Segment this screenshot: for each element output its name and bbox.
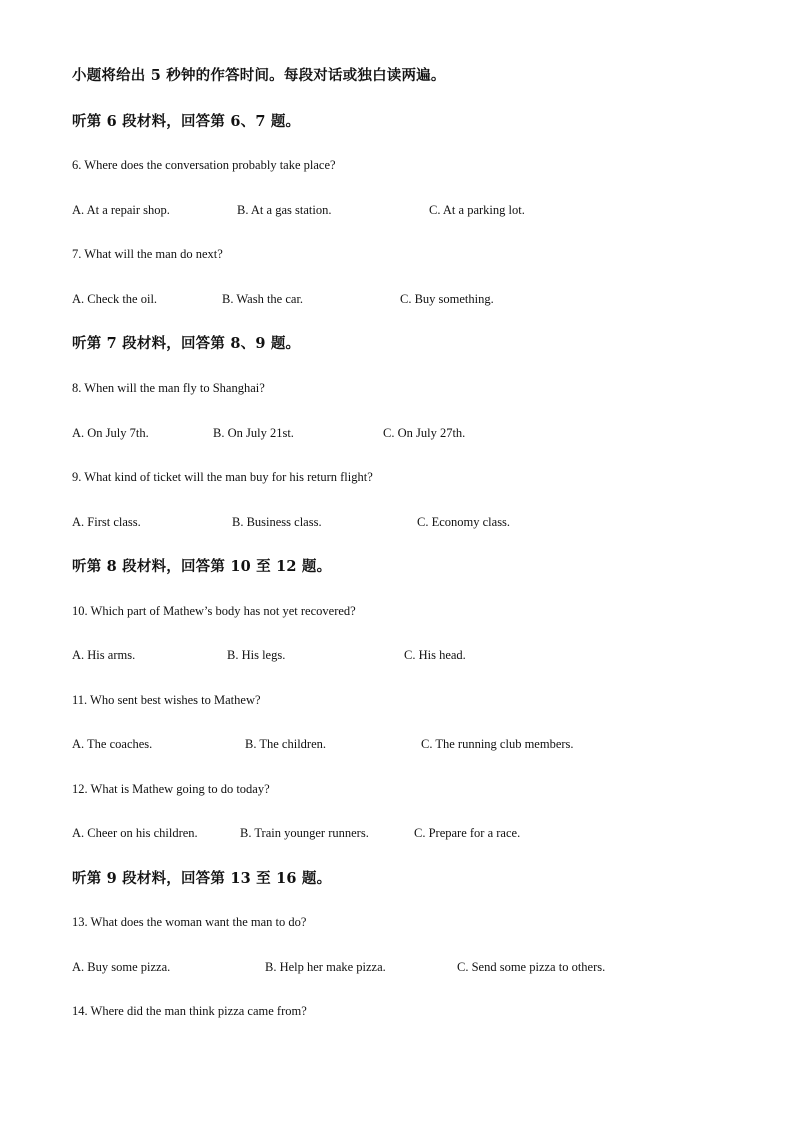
option-c: C. Buy something.: [400, 292, 494, 306]
question-text: 14. Where did the man think pizza came from?: [72, 1004, 307, 1018]
question-text: 7. What will the man do next?: [72, 247, 223, 261]
option-a: A. On July 7th.: [72, 426, 149, 440]
option-b: B. At a gas station.: [237, 203, 332, 217]
section-heading: 听第 7 段材料，回答第 8、9 题。: [72, 335, 301, 352]
section-heading: 听第 8 段材料，回答第 10 至 12 题。: [72, 558, 332, 575]
option-a: A. At a repair shop.: [72, 203, 170, 217]
option-a: A. Cheer on his children.: [72, 826, 198, 840]
option-c: C. At a parking lot.: [429, 203, 525, 217]
question-text: 12. What is Mathew going to do today?: [72, 782, 270, 796]
option-a: A. The coaches.: [72, 737, 153, 751]
option-c: C. On July 27th.: [383, 426, 466, 440]
section-heading: 听第 6 段材料，回答第 6、7 题。: [72, 113, 301, 130]
option-b: B. Help her make pizza.: [265, 960, 386, 974]
option-a: A. His arms.: [72, 648, 136, 662]
option-b: B. The children.: [245, 737, 326, 751]
section-heading: 听第 9 段材料，回答第 13 至 16 题。: [72, 870, 332, 887]
option-b: B. His legs.: [227, 648, 286, 662]
question-text: 10. Which part of Mathew’s body has not yet recovered?: [72, 604, 356, 618]
option-b: B. On July 21st.: [213, 426, 294, 440]
option-b: B. Train younger runners.: [240, 826, 369, 840]
option-c: C. Send some pizza to others.: [457, 960, 606, 974]
question-text: 6. Where does the conversation probably take place?: [72, 158, 336, 172]
option-a: A. Buy some pizza.: [72, 960, 171, 974]
question-text: 9. What kind of ticket will the man buy for his return flight?: [72, 470, 373, 484]
question-text: 11. Who sent best wishes to Mathew?: [72, 693, 261, 707]
option-c: C. Economy class.: [417, 515, 511, 529]
option-c: C. Prepare for a race.: [414, 826, 521, 840]
option-a: A. First class.: [72, 515, 141, 529]
option-a: A. Check the oil.: [72, 292, 158, 306]
option-b: B. Business class.: [232, 515, 322, 529]
question-text: 13. What does the woman want the man to do?: [72, 915, 307, 929]
question-text: 8. When will the man fly to Shanghai?: [72, 381, 265, 395]
option-c: C. The running club members.: [421, 737, 574, 751]
option-c: C. His head.: [404, 648, 466, 662]
instruction-text: 小题将给出 5 秒钟的作答时间。每段对话或独白读两遍。: [72, 67, 446, 84]
option-b: B. Wash the car.: [222, 292, 304, 306]
